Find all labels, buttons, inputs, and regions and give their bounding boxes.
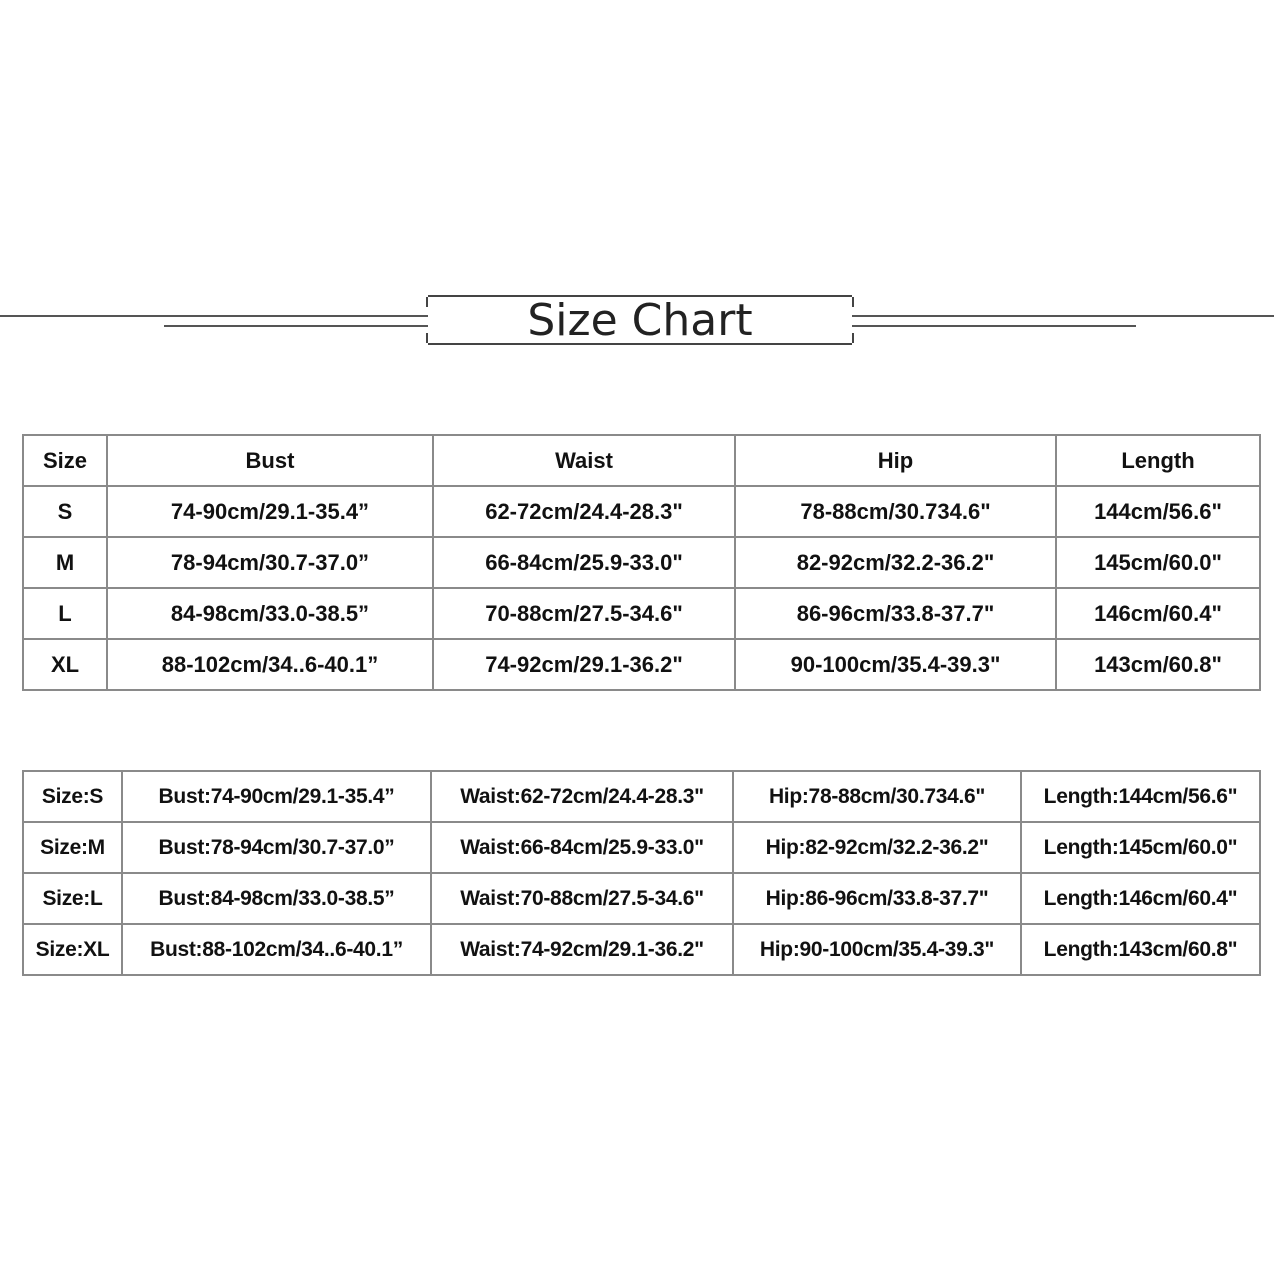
header-length: Length (1056, 435, 1260, 486)
header-bust: Bust (107, 435, 433, 486)
table-row (23, 588, 1260, 639)
cell-hip: Hip:86-96cm/33.8-37.7" (733, 873, 1021, 924)
cell-length: 145cm/60.0" (1056, 537, 1260, 588)
title-rule-right-inner (852, 325, 1136, 327)
title-rule-left-inner (164, 325, 428, 327)
cell-bust: 88-102cm/34..6-40.1” (107, 639, 433, 690)
size-table-1 (22, 434, 1261, 691)
cell-bust: Bust:84-98cm/33.0-38.5” (122, 873, 431, 924)
cell-hip: 86-96cm/33.8-37.7" (735, 588, 1056, 639)
cell-size: Size:M (23, 822, 122, 873)
title-rule-left-outer (0, 315, 428, 317)
page-title: Size Chart (527, 294, 753, 346)
cell-size: Size:XL (23, 924, 122, 975)
cell-length: Length:143cm/60.8" (1021, 924, 1260, 975)
cell-length: 143cm/60.8" (1056, 639, 1260, 690)
cell-length: Length:145cm/60.0" (1021, 822, 1260, 873)
cell-bust: Bust:78-94cm/30.7-37.0” (122, 822, 431, 873)
cell-length: Length:144cm/56.6" (1021, 771, 1260, 822)
cell-bust: Bust:88-102cm/34..6-40.1” (122, 924, 431, 975)
cell-waist: 74-92cm/29.1-36.2" (433, 639, 735, 690)
header-waist: Waist (433, 435, 735, 486)
header-hip: Hip (735, 435, 1056, 486)
title-rule-right-outer (852, 315, 1274, 317)
cell-hip: Hip:90-100cm/35.4-39.3" (733, 924, 1021, 975)
cell-bust: 74-90cm/29.1-35.4” (107, 486, 433, 537)
cell-bust: 84-98cm/33.0-38.5” (107, 588, 433, 639)
table-header-row (23, 435, 1260, 486)
cell-size: Size:S (23, 771, 122, 822)
cell-size: Size:L (23, 873, 122, 924)
banner-tick (852, 297, 854, 307)
cell-waist: Waist:62-72cm/24.4-28.3" (431, 771, 733, 822)
cell-waist: 62-72cm/24.4-28.3" (433, 486, 735, 537)
cell-length: 146cm/60.4" (1056, 588, 1260, 639)
cell-waist: 66-84cm/25.9-33.0" (433, 537, 735, 588)
table-row (23, 873, 1260, 924)
cell-size: M (23, 537, 107, 588)
cell-hip: 90-100cm/35.4-39.3" (735, 639, 1056, 690)
table-row (23, 486, 1260, 537)
header-size: Size (23, 435, 107, 486)
cell-size: L (23, 588, 107, 639)
cell-hip: Hip:82-92cm/32.2-36.2" (733, 822, 1021, 873)
cell-size: S (23, 486, 107, 537)
cell-waist: Waist:66-84cm/25.9-33.0" (431, 822, 733, 873)
size-table-2 (22, 770, 1261, 976)
cell-size: XL (23, 639, 107, 690)
table-row (23, 537, 1260, 588)
table-row (23, 822, 1260, 873)
title-banner (428, 295, 852, 345)
cell-length: Length:146cm/60.4" (1021, 873, 1260, 924)
cell-bust: Bust:74-90cm/29.1-35.4” (122, 771, 431, 822)
table-row (23, 639, 1260, 690)
cell-waist: Waist:74-92cm/29.1-36.2" (431, 924, 733, 975)
cell-hip: Hip:78-88cm/30.734.6" (733, 771, 1021, 822)
cell-length: 144cm/56.6" (1056, 486, 1260, 537)
table-row (23, 771, 1260, 822)
cell-waist: 70-88cm/27.5-34.6" (433, 588, 735, 639)
cell-bust: 78-94cm/30.7-37.0” (107, 537, 433, 588)
banner-tick (852, 333, 854, 343)
table-row (23, 924, 1260, 975)
cell-hip: 78-88cm/30.734.6" (735, 486, 1056, 537)
cell-hip: 82-92cm/32.2-36.2" (735, 537, 1056, 588)
cell-waist: Waist:70-88cm/27.5-34.6" (431, 873, 733, 924)
